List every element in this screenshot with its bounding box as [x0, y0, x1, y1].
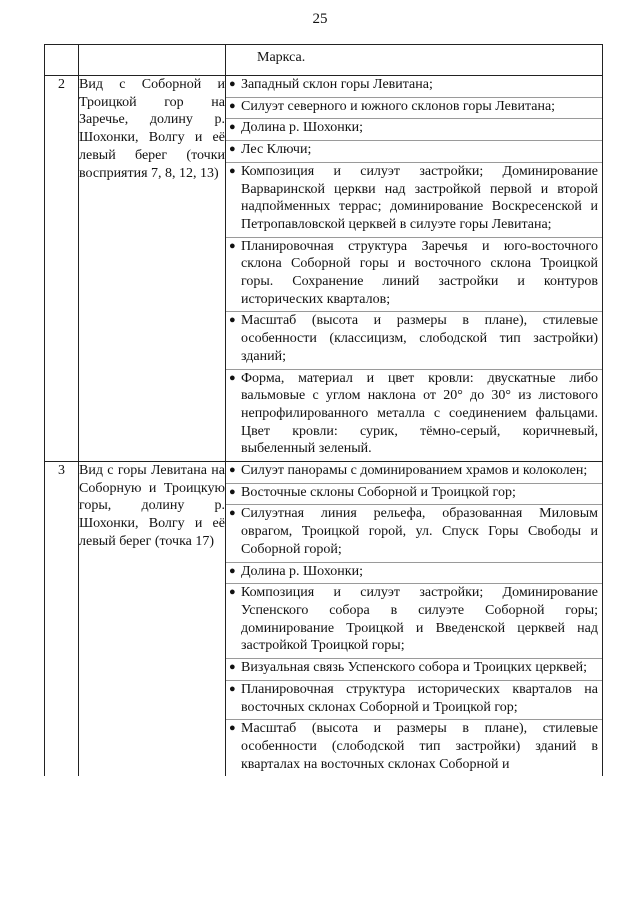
- list-item: [226, 658, 602, 680]
- list-item: [226, 311, 602, 368]
- feature-text: Композиция и силуэт застройки; Доминирование Варваринской церкви над застройкой первой и второй надпойменных террас; доминирование Воскресенской и Петропавловской церквей в силуэте горы Левитана;: [241, 163, 598, 232]
- bullet-icon: ●: [229, 485, 236, 498]
- feature-list: [226, 462, 602, 776]
- feature-list: [226, 76, 602, 461]
- table-row-continuation: [45, 45, 603, 76]
- view-description: Вид с Соборной и Троицкой гор на Заречье, долину р. Шохонки, Волгу и её левый берег (точки восприятия 7, 8, 12, 13): [79, 76, 226, 462]
- features-cell: [226, 76, 603, 462]
- bullet-icon: ●: [229, 722, 236, 735]
- list-item: [226, 162, 602, 237]
- feature-text: Визуальная связь Успенского собора и Троицких церквей;: [241, 660, 588, 676]
- feature-text: Композиция и силуэт застройки; Доминирование Успенского собора в силуэте Соборной горы; доминирование Троицкой и Введенской церквей над застройкой Троицкой горы;: [241, 585, 598, 654]
- list-item: [226, 369, 602, 462]
- bullet-icon: ●: [229, 239, 236, 252]
- list-item: [226, 583, 602, 658]
- bullet-icon: ●: [229, 314, 236, 327]
- list-item: [226, 483, 602, 505]
- list-item: [226, 504, 602, 561]
- bullet-icon: ●: [229, 682, 236, 695]
- feature-text: Восточные склоны Соборной и Троицкой гор;: [241, 484, 516, 500]
- feature-text: Силуэт панорамы с доминированием храмов и колоколен;: [241, 463, 588, 479]
- feature-text: Планировочная структура исторических кварталов на восточных склонах Соборной и Троицкой гор;: [241, 681, 598, 715]
- table-row: [45, 462, 603, 777]
- list-item: [226, 76, 602, 97]
- bullet-icon: ●: [229, 99, 236, 112]
- bullet-icon: ●: [229, 564, 236, 577]
- feature-text: Силуэт северного и южного склонов горы Левитана;: [241, 98, 556, 114]
- list-item: [226, 562, 602, 584]
- list-item: [226, 140, 602, 162]
- row-number: 2: [45, 76, 79, 462]
- view-cell: [79, 45, 226, 76]
- feature-text: Долина р. Шохонки;: [241, 563, 363, 579]
- continuation-text: Маркса.: [257, 50, 306, 65]
- list-item: [226, 462, 602, 483]
- list-item: [226, 97, 602, 119]
- feature-text: Лес Ключи;: [241, 142, 312, 158]
- list-item: [226, 237, 602, 312]
- bullet-icon: ●: [229, 661, 236, 674]
- row-number-cell: [45, 45, 79, 76]
- feature-text: Масштаб (высота и размеры в плане), стилевые особенности (классицизм, слободской тип застройки) зданий;: [241, 313, 598, 364]
- landscape-table: [44, 44, 603, 776]
- bullet-icon: ●: [229, 121, 236, 134]
- feature-text: Планировочная структура Заречья и юго-восточного склона Соборной горы и восточного склона Троицкой горы. Сохранение линий застройки и контуров исторических кварталов;: [241, 238, 598, 307]
- bullet-icon: ●: [229, 78, 236, 90]
- features-cell: [226, 462, 603, 777]
- feature-text: Западный склон горы Левитана;: [241, 77, 433, 92]
- bullet-icon: ●: [229, 507, 236, 520]
- bullet-icon: ●: [229, 586, 236, 599]
- feature-text: Форма, материал и цвет кровли: двускатные либо вальмовые с углом наклона от 20° до 30° из листового непрофилированного металла с соединением фальцами. Цвет кровли: сурик, тёмно-серый, коричневый, выбеленный зеленый.: [241, 370, 598, 457]
- bullet-icon: ●: [229, 143, 236, 156]
- feature-text: Силуэтная линия рельефа, образованная Миловым оврагом, Троицкой горой, ул. Спуск Горы Свободы и Соборной горой;: [241, 506, 598, 557]
- feature-text: Долина р. Шохонки;: [241, 120, 363, 136]
- list-item: [226, 719, 602, 776]
- view-description: Вид с горы Левитана на Соборную и Троицкую горы, долину р. Шохонки, Волгу и её левый берег (точка 17): [79, 462, 226, 777]
- row-number: 3: [45, 462, 79, 777]
- list-item: [226, 680, 602, 719]
- bullet-icon: ●: [229, 464, 236, 477]
- features-cell: [226, 45, 603, 76]
- bullet-icon: ●: [229, 371, 236, 384]
- list-item: [226, 118, 602, 140]
- table-row: [45, 76, 603, 462]
- feature-text: Масштаб (высота и размеры в плане), стилевые особенности (слободской тип застройки) зданий в кварталах на восточных склонах Соборной и: [241, 721, 598, 772]
- page-number: 25: [312, 11, 328, 27]
- bullet-icon: ●: [229, 164, 236, 177]
